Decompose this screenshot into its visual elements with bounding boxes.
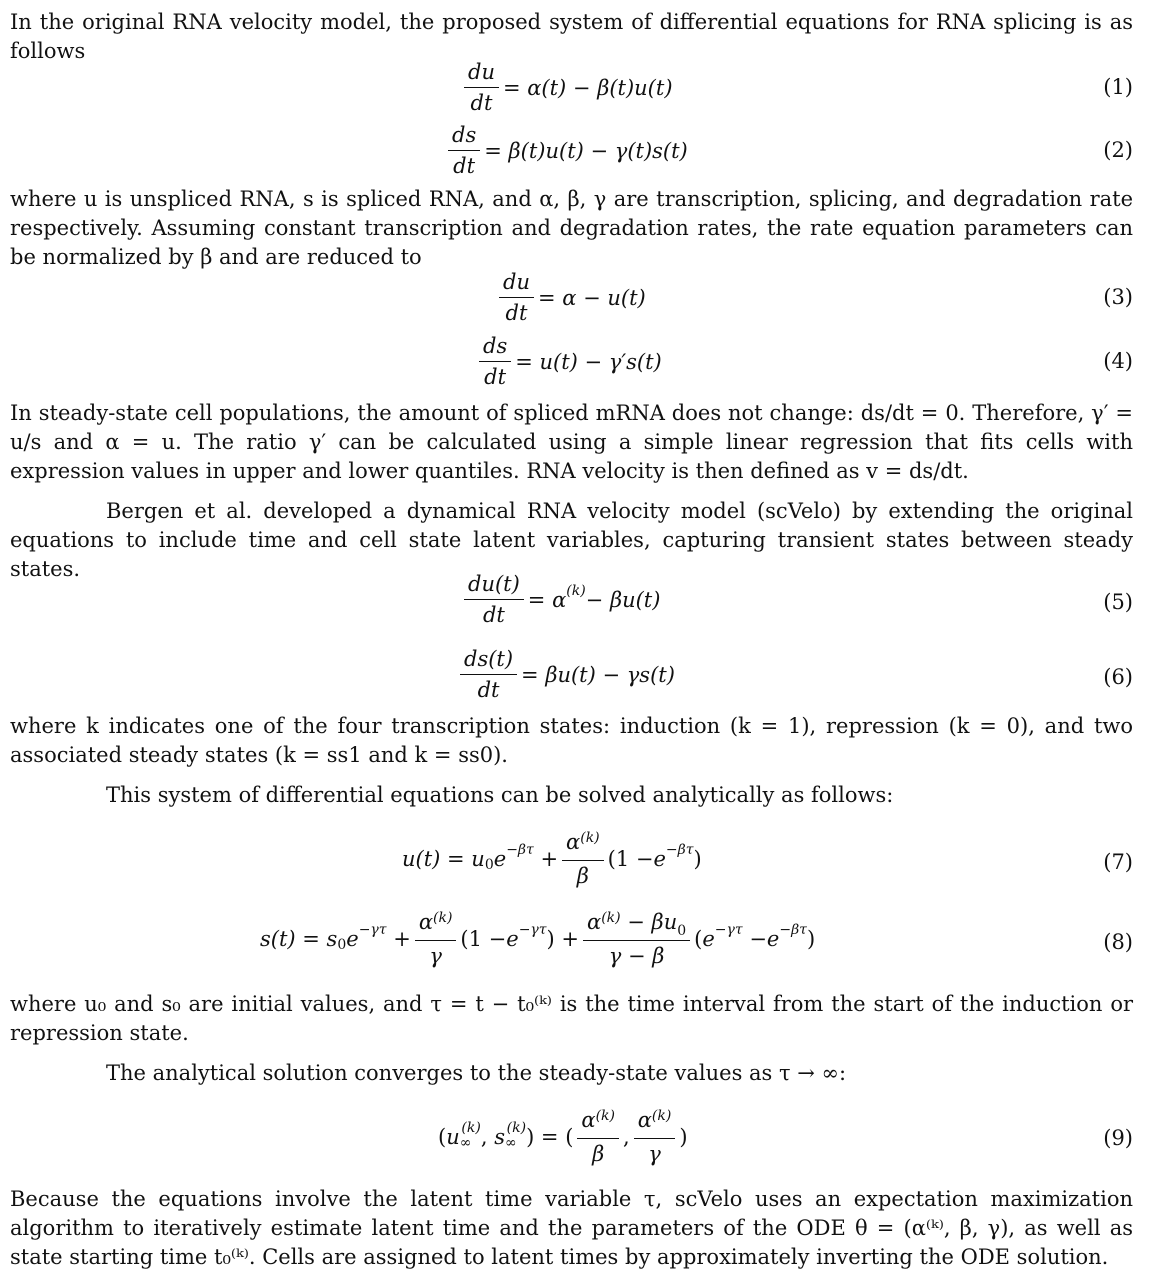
eq4-denominator: dt: [484, 365, 507, 389]
eq8-fraction-a: $\frac{\alpha^{(k)}}{\gamma}$: [415, 910, 457, 968]
eq6-denominator: dt: [477, 678, 500, 702]
equation-4-body: [475, 334, 662, 389]
equation-9-body: ( u ∞ (k) , s ∞ (k) ) = ( $\frac{\alpha^{(k)}}{\beta}$ , $\frac{\alpha^{(k)}}{\gamma}$ ): [438, 1108, 688, 1166]
paragraph-steady-state: In steady-state cell populations, the amount of spliced mRNA does not change: ds/dt = 0. Therefore, γ′ = u/s and α = u. The ratio γ′ can be calculated using a simple linear regression that fits cells with expression values in upper and lower quantiles. RNA velocity is then defined as v = ds/dt.: [10, 401, 1133, 483]
eq6-rhs: = βu(t) − γs(t): [521, 662, 675, 687]
eq5-rhs-sup: (k): [566, 582, 586, 599]
paragraph-variables: where u is unspliced RNA, s is spliced RNA, and α, β, γ are transcription, splicing, and degradation rate respectively. Assuming constant transcription and degradation rates, the rate equation parameters can be normalized by β and are reduced to: [10, 187, 1133, 269]
eq8-number: (8): [1103, 930, 1133, 954]
eq5-numerator: du(t): [464, 572, 524, 600]
eq3-number: (3): [1103, 285, 1133, 309]
eq1-rhs: = α(t) − β(t)u(t): [502, 75, 673, 100]
eq6-fraction: [460, 647, 517, 702]
eq1-numerator: du: [464, 60, 499, 88]
eq5-rhs-a: = α: [527, 587, 567, 612]
eq5-denominator: dt: [482, 603, 505, 627]
eq5-fraction: [464, 572, 524, 627]
eq2-denominator: dt: [453, 154, 476, 178]
eq2-number: (2): [1103, 138, 1133, 162]
eq5-number: (5): [1103, 590, 1133, 614]
equation-1-body: [460, 60, 673, 115]
eq1-fraction: [464, 60, 499, 115]
eq3-fraction: [499, 270, 534, 325]
equation-5-body: [460, 572, 660, 627]
equation-7-body: u(t) = u 0 e −βτ + $\frac{\alpha^{(k)}}{\beta}$ (1 − e −βτ ): [402, 830, 702, 888]
eq4-numerator: ds: [479, 334, 511, 362]
eq9-number: (9): [1103, 1126, 1133, 1150]
equation-3-body: [495, 270, 646, 325]
eq1-denominator: dt: [470, 91, 493, 115]
paragraph-initial-values: where u₀ and s₀ are initial values, and τ = t − t₀⁽ᵏ⁾ is the time interval from the start of the induction or repression state.: [10, 992, 1133, 1045]
equation-2-body: [444, 123, 688, 178]
paragraph-states: where k indicates one of the four transcription states: induction (k = 1), repression (k = 0), and two associated steady states (k = ss1 and k = ss0).: [10, 714, 1133, 767]
eq2-numerator: ds: [448, 123, 480, 151]
eq3-numerator: du: [499, 270, 534, 298]
eq9-fraction-a: $\frac{\alpha^{(k)}}{\beta}$: [577, 1108, 619, 1166]
paragraph-solve: This system of differential equations can be solved analytically as follows:: [106, 783, 894, 807]
eq5-rhs-b: − βu(t): [585, 587, 661, 612]
paragraph-em-algorithm: Because the equations involve the latent time variable τ, scVelo uses an expectation maximization algorithm to iteratively estimate latent time and the parameters of the ODE θ = (α⁽ᵏ⁾, β, γ), as well as state starting time t₀⁽ᵏ⁾. Cells are assigned to latent times by approximately inverting the ODE solution.: [10, 1187, 1133, 1269]
paragraph-intro: In the original RNA velocity model, the proposed system of differential equations for RNA splicing is as follows: [10, 10, 1133, 63]
eq4-fraction: [479, 334, 511, 389]
eq8-fraction-b: $\frac{\alpha^{(k)} - \beta u_0}{\gamma - \beta}$: [583, 910, 690, 968]
paragraph-converges: The analytical solution converges to the steady-state values as τ → ∞:: [106, 1061, 847, 1085]
eq3-denominator: dt: [505, 301, 528, 325]
eq4-number: (4): [1103, 349, 1133, 373]
paragraph-scvelo: Bergen et al. developed a dynamical RNA velocity model (scVelo) by extending the original equations to include time and cell state latent variables, capturing transient states between steady states.: [10, 499, 1133, 581]
eq6-number: (6): [1103, 665, 1133, 689]
eq9-fraction-b: $\frac{\alpha^{(k)}}{\gamma}$: [634, 1108, 676, 1166]
equation-6-body: [456, 647, 675, 702]
eq4-rhs: = u(t) − γ′s(t): [515, 349, 662, 374]
eq2-fraction: [448, 123, 480, 178]
eq7-number: (7): [1103, 850, 1133, 874]
eq1-number: (1): [1103, 75, 1133, 99]
eq2-rhs: = β(t)u(t) − γ(t)s(t): [484, 138, 688, 163]
eq6-numerator: ds(t): [460, 647, 517, 675]
eq7-fraction: $\frac{\alpha^{(k)}}{\beta}$: [562, 830, 604, 888]
equation-8-body: s(t) = s 0 e −γτ + $\frac{\alpha^{(k)}}{\gamma}$ (1 − e −γτ ) + $\frac{\alpha^{(k)} - \beta u_0}{\gamma - \beta}$ ( e −γτ − e −βτ ): [260, 910, 816, 968]
eq3-rhs: = α − u(t): [537, 285, 646, 310]
